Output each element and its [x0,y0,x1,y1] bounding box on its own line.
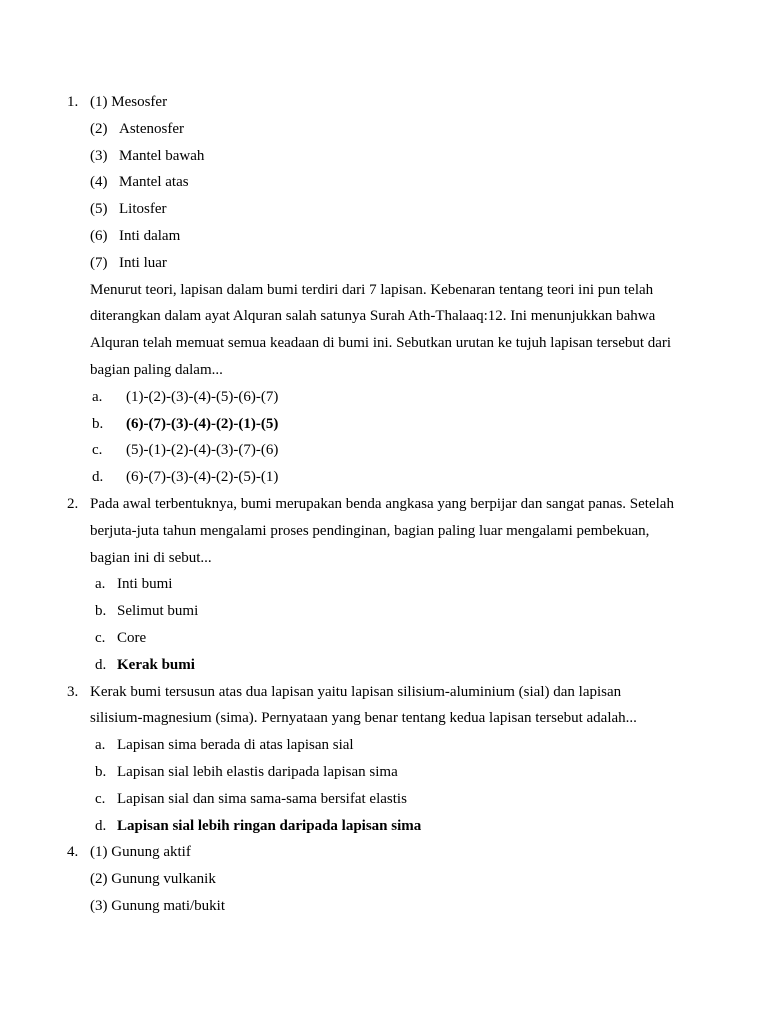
question-stem-line [0,518,768,545]
option-letter: b. [95,603,107,620]
list-item-text: Inti luar [119,254,167,271]
question-stem-line [0,357,768,384]
question-4-list-item [0,839,768,866]
question-number: 2. [67,495,79,512]
answer-option [0,759,768,786]
list-item-number: (1) [90,94,108,110]
answer-option-correct [0,411,768,438]
list-item-number: (7) [90,254,108,271]
question-1-list-item [0,169,768,196]
option-text: (6)-(7)-(3)-(4)-(2)-(5)-(1) [126,469,279,486]
option-letter: b. [95,763,107,780]
list-item-number: (4) [90,174,108,191]
option-text: Core [117,629,147,646]
list-item-text: Gunung aktif [111,844,191,861]
list-item [90,893,225,920]
question-stem-text: Kerak bumi tersusun atas dua lapisan yaitu lapisan silisium-aluminium (sial) dan lapisan [90,683,622,700]
option-text: (6)-(7)-(3)-(4)-(2)-(1)-(5) [126,415,279,432]
question-1-list-item [0,223,768,250]
answer-option [0,437,768,464]
question-stem-line [0,303,768,330]
question-1-list-item [0,116,768,143]
answer-option [0,786,768,813]
option-text: Lapisan sial dan sima sama-sama bersifat elastis [117,790,407,807]
question-stem-text: Alquran telah memuat semua keadaan di bumi ini. Sebutkan urutan ke tujuh lapisan tersebut dari [90,335,672,352]
question-stem-line [0,330,768,357]
question-stem-text: diterangkan dalam ayat Alquran salah satunya Surah Ath-Thalaaq:12. Ini menunjukkan bahwa [90,308,656,325]
option-letter: c. [95,629,106,646]
answer-option [0,625,768,652]
list-item-text: Gunung vulkanik [111,871,216,888]
answer-option [0,464,768,491]
question-stem-line [0,545,768,572]
answer-option [0,384,768,411]
question-stem-text: silisium-magnesium (sima). Pernyataan yang benar tentang kedua lapisan tersebut adalah... [90,710,637,727]
answer-option [0,598,768,625]
option-letter: a. [95,576,106,593]
list-item-number: (2) [90,871,108,888]
list-item-text: Gunung mati/bukit [111,897,225,914]
option-text: Selimut bumi [117,603,199,620]
list-item-text: Mesosfer [111,94,168,110]
list-item-text: Litosfer [119,201,167,218]
option-text: Lapisan sial lebih elastis daripada lapisan sima [117,763,398,780]
option-letter: c. [95,790,106,807]
list-item-number: (5) [90,201,108,218]
list-item [90,89,167,116]
question-stem-line [0,679,768,706]
option-text: Kerak bumi [117,656,195,673]
option-letter: d. [92,469,104,486]
question-1-list-item [0,89,768,116]
option-text: (5)-(1)-(2)-(4)-(3)-(7)-(6) [126,442,279,459]
question-stem-text: Menurut teori, lapisan dalam bumi terdiri dari 7 lapisan. Kebenaran tentang teori ini pun telah [90,281,654,298]
question-4-list-item [0,866,768,893]
option-letter: b. [92,415,104,432]
option-text: (1)-(2)-(3)-(4)-(5)-(6)-(7) [126,388,279,405]
answer-option-correct [0,652,768,679]
option-text: Lapisan sima berada di atas lapisan sial [117,737,354,754]
question-stem-line [0,705,768,732]
list-item [90,839,191,866]
option-letter: a. [95,737,106,754]
list-item-text: Mantel atas [119,174,189,191]
document-page [0,89,768,920]
question-stem-line [0,277,768,304]
option-letter: d. [95,656,107,673]
list-item-text: Mantel bawah [119,147,205,164]
list-item-number: (3) [90,897,108,914]
list-item-number: (2) [90,120,108,137]
question-number: 4. [67,844,79,861]
list-item-number: (3) [90,147,108,164]
question-number: 3. [67,683,79,700]
list-item-text: Inti dalam [119,227,181,244]
question-stem-text: Pada awal terbentuknya, bumi merupakan benda angkasa yang berpijar dan sangat panas. Setelah [90,495,674,512]
option-text: Lapisan sial lebih ringan daripada lapisan sima [117,817,422,834]
question-number: 1. [67,94,79,110]
question-stem-text: bagian ini di sebut... [90,549,212,566]
list-item-number: (6) [90,227,108,244]
option-letter: c. [92,442,103,459]
option-text: Inti bumi [117,576,173,593]
question-1-list-item [0,196,768,223]
list-item-number: (1) [90,844,108,861]
list-item [90,866,216,893]
question-stem-text: berjuta-juta tahun mengalami proses pendinginan, bagian paling luar mengalami pembekuan, [90,522,650,539]
option-letter: a. [92,388,103,405]
list-item-text: Astenosfer [119,120,184,137]
answer-option [0,571,768,598]
question-stem-text: bagian paling dalam... [90,361,223,378]
question-4-list-item [0,893,768,920]
question-1-list-item [0,143,768,170]
answer-option-correct [0,813,768,840]
question-stem-line [0,491,768,518]
answer-option [0,732,768,759]
option-letter: d. [95,817,107,834]
question-1-list-item [0,250,768,277]
